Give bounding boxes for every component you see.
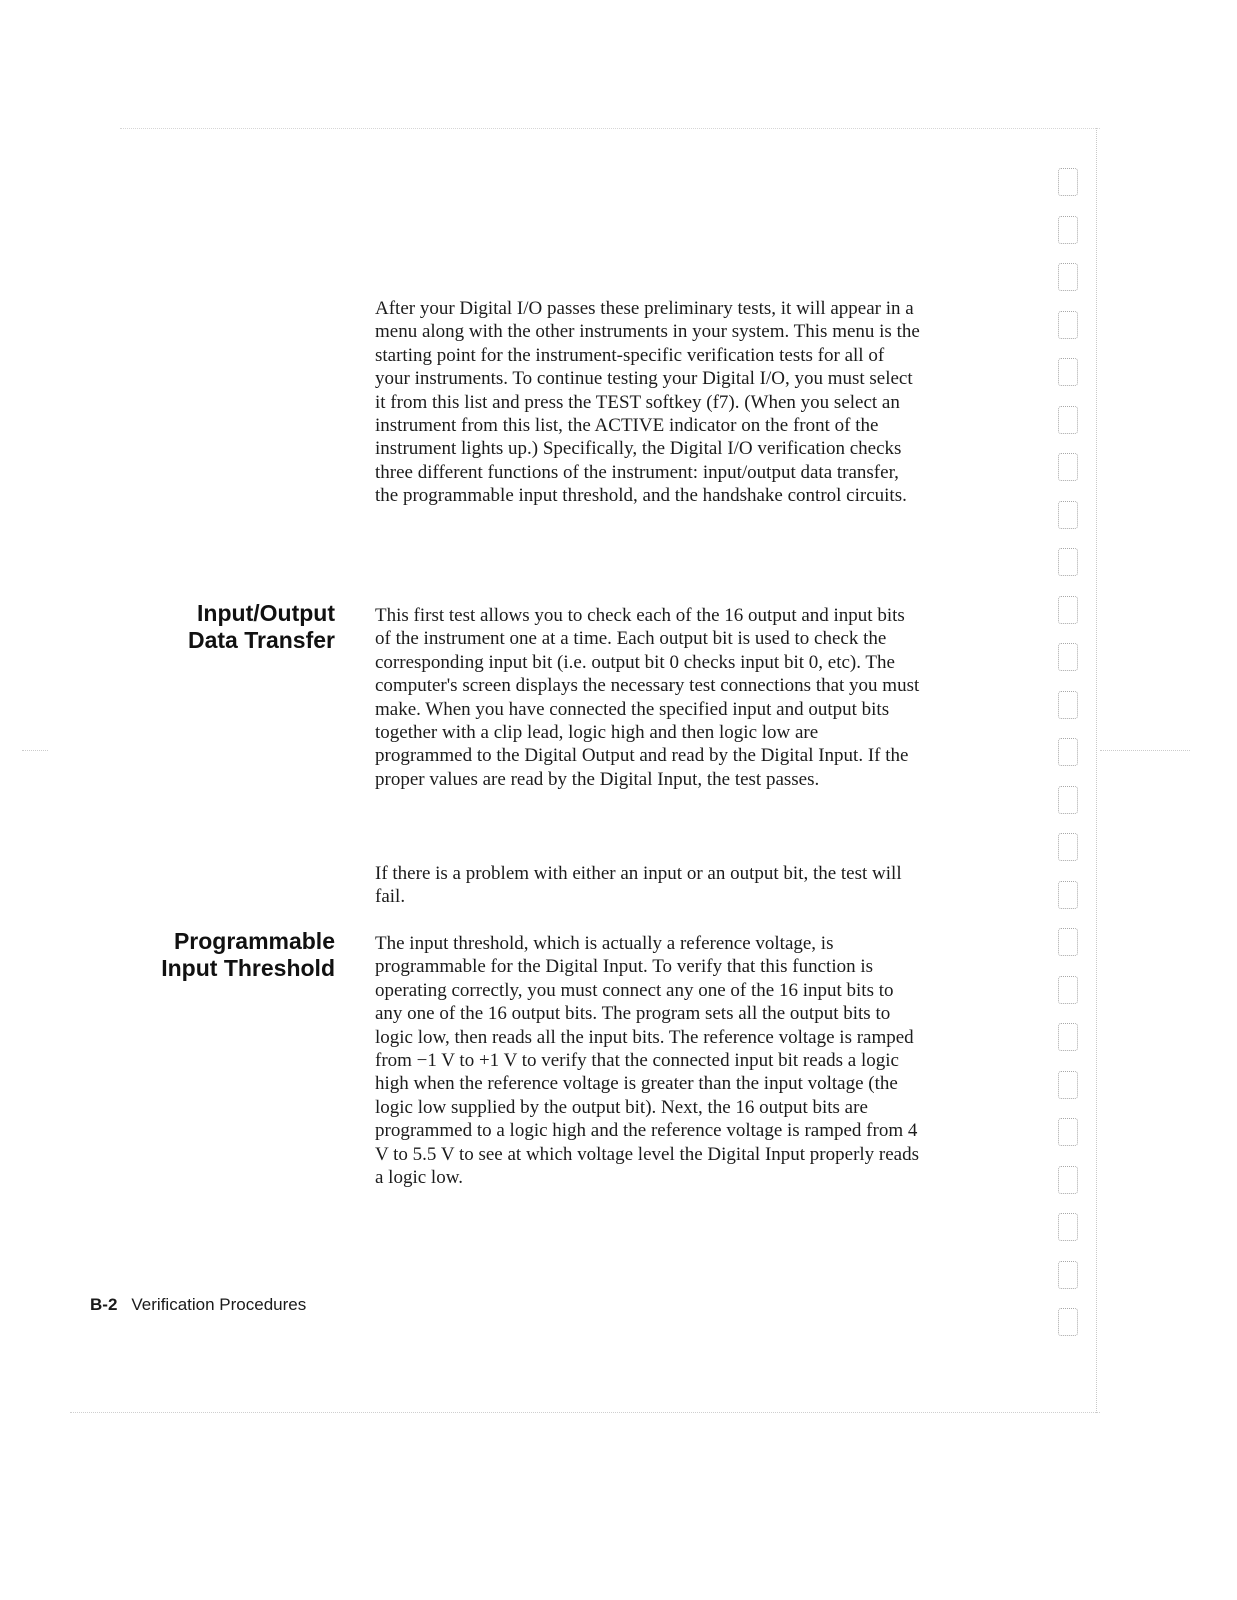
threshold-paragraph: The input threshold, which is actually a reference voltage, is programmable for the Digital Input. To verify that this function is operating correctly, you must connect any one of the 16 input bits to any one of the 16 output bits. The program sets all the output bits to logic low, then reads all the input bits. The reference voltage is ramped from −1 V to +1 V to verify that the connected input bit reads a logic high when the reference voltage is greater than the input voltage (the logic low supplied by the output bit). Next, the 16 output bits are programmed to a logic high and the reference voltage is ramped from 4 V to 5.5 V to see at which voltage level the Digital Input properly reads a logic low. (375, 933, 920, 1189)
scan-edge-bottom (70, 1412, 1100, 1413)
binder-hole (1058, 833, 1078, 861)
binder-hole (1058, 1118, 1078, 1146)
binder-hole (1058, 976, 1078, 1004)
section-heading-programmable-threshold (161, 928, 335, 982)
binder-hole (1058, 216, 1078, 244)
binder-hole (1058, 691, 1078, 719)
footer-section-title: Verification Procedures (131, 1295, 307, 1314)
binder-hole (1058, 928, 1078, 956)
heading-line: Data Transfer (187, 627, 335, 653)
binder-hole (1058, 263, 1078, 291)
binder-hole (1058, 1308, 1078, 1336)
fold-mark-right (1100, 750, 1190, 751)
binder-hole (1058, 548, 1078, 576)
binder-hole (1058, 1071, 1078, 1099)
section-heading-io-data-transfer (188, 600, 335, 654)
binder-holes (1058, 168, 1084, 1356)
binder-hole (1058, 643, 1078, 671)
heading-line: Input Threshold (161, 955, 335, 981)
heading-line: Programmable (173, 928, 335, 954)
intro-paragraph: After your Digital I/O passes these preliminary tests, it will appear in a menu along with the other instruments in your system. This menu is the starting point for the instrument-specific verification tests for all of your instruments. To continue testing your Digital I/O, you must select it from this list and press the TEST softkey (f7). (When you select an instrument from this list, the ACTIVE indicator on the front of the instrument lights up.) Specifically, the Digital I/O verification checks three different functions of the instrument: input/output data transfer, the programmable input threshold, and the handshake control circuits. (375, 298, 920, 507)
binder-hole (1058, 311, 1078, 339)
page-number: B-2 (90, 1295, 118, 1314)
binder-hole (1058, 786, 1078, 814)
fold-mark-left (22, 750, 48, 751)
scan-edge-top (120, 128, 1100, 129)
binder-hole (1058, 1261, 1078, 1289)
scan-edge-right (1096, 128, 1097, 1413)
binder-hole (1058, 453, 1078, 481)
binder-hole (1058, 596, 1078, 624)
binder-hole (1058, 881, 1078, 909)
io-transfer-paragraph: This first test allows you to check each of the 16 output and input bits of the instrument one at a time. Each output bit is used to check the corresponding input bit (i.e. output bit 0 checks input bit 0, etc). The computer's screen displays the necessary test connections that you must make. When you have connected the specified input and output bits together with a clip lead, logic high and then logic low are programmed to the Digital Output and read by the Digital Input. If the proper values are read by the Digital Input, the test passes. (375, 605, 920, 790)
binder-hole (1058, 358, 1078, 386)
binder-hole (1058, 168, 1078, 196)
heading-line: Input/Output (197, 600, 335, 626)
binder-hole (1058, 501, 1078, 529)
binder-hole (1058, 1213, 1078, 1241)
binder-hole (1058, 738, 1078, 766)
io-transfer-failure-paragraph: If there is a problem with either an input or an output bit, the test will fail. (375, 863, 902, 908)
binder-hole (1058, 1166, 1078, 1194)
binder-hole (1058, 406, 1078, 434)
binder-hole (1058, 1023, 1078, 1051)
page-footer (90, 1295, 306, 1315)
